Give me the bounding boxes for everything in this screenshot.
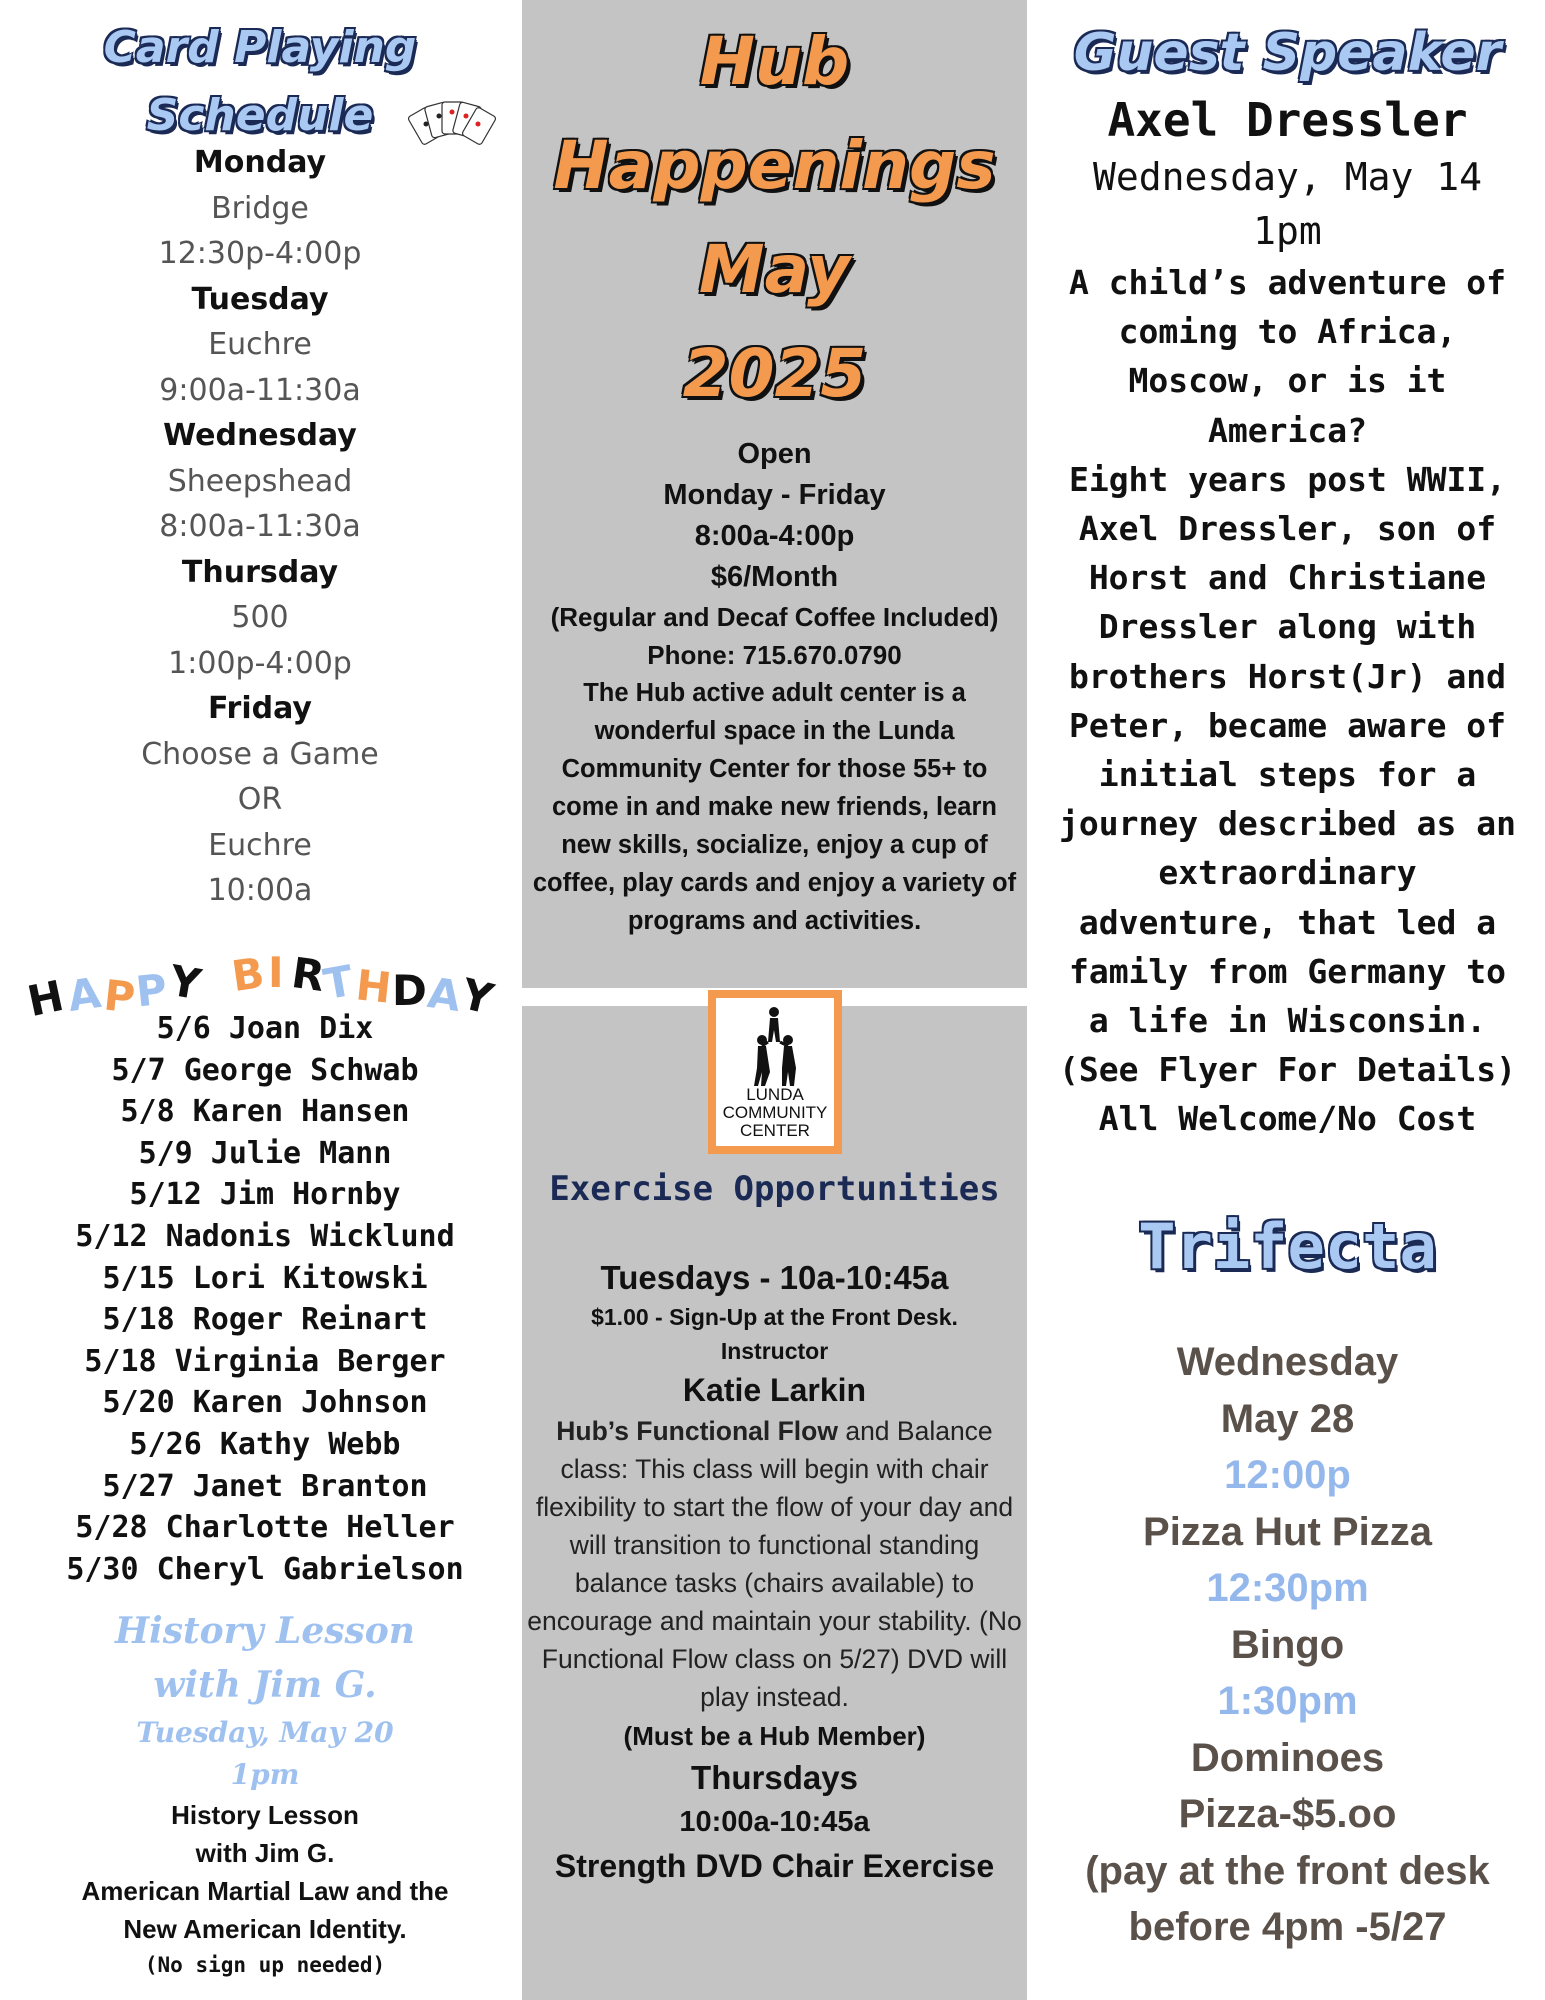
birthday-item: 5/7 George Schwab (111, 1052, 419, 1088)
tuesday-signup: $1.00 - Sign-Up at the Front Desk. (591, 1304, 958, 1330)
birthday-item: 5/20 Karen Johnson (102, 1385, 428, 1421)
schedule-time: 1:00p-4:00p (168, 645, 352, 681)
birthday-letter: A (64, 967, 104, 1022)
logo-line: COMMUNITY (722, 1103, 828, 1122)
birthday-letter: D (392, 966, 427, 1015)
class-name: Hub’s Functional Flow (556, 1416, 838, 1446)
birthday-letter: R (288, 947, 328, 1002)
logo-line: LUNDA (746, 1085, 804, 1104)
birthday-letter: P (101, 970, 138, 1023)
birthday-item: 5/30 Cheryl Gabrielson (66, 1551, 464, 1587)
birthday-letter: B (228, 948, 268, 1001)
trifecta-date: May 28 (1220, 1396, 1355, 1441)
history-time: 1pm (230, 1758, 300, 1791)
hub-info-panel (522, 0, 1027, 988)
tuesday-header: Tuesdays - 10a-10:45a (600, 1259, 949, 1296)
thursday-header: Thursdays (691, 1759, 858, 1796)
speaker-line: coming to Africa, (1118, 312, 1457, 352)
birthday-list (0, 1008, 530, 1590)
birthday-item: 5/15 Lori Kitowski (102, 1260, 428, 1296)
class-text: and Balance class: This class will begin with chair flexibility to start the flow of your day and will transition to functional standing balance tasks (chairs available) to encourage and maintain your stability. (No Functional Flow class on 5/27) DVD will play instead. (527, 1416, 1022, 1712)
schedule-game: Choose a Game (141, 736, 379, 772)
schedule-time: 10:00a (207, 873, 313, 908)
trifecta-time: 1:30pm (1217, 1679, 1358, 1723)
speaker-line: a life in Wisconsin. (1088, 1001, 1487, 1041)
schedule-game: OR (237, 782, 283, 817)
schedule-time: 8:00a-11:30a (159, 509, 361, 544)
hub-title (522, 10, 1027, 426)
speaker-line: America? (1208, 410, 1367, 450)
birthday-item: 5/12 Jim Hornby (129, 1177, 401, 1213)
speaker-line: family from Germany to (1068, 951, 1507, 991)
speaker-line: Moscow, or is it (1128, 361, 1447, 401)
schedule-time: 9:00a-11:30a (159, 372, 361, 408)
history-title: with Jim G. (153, 1664, 377, 1706)
history-note: (No sign up needed) (144, 1953, 386, 1977)
schedule-day: Thursday (181, 554, 339, 590)
speaker-line: initial steps for a (1098, 755, 1477, 795)
history-date: Tuesday, May 20 (136, 1716, 394, 1749)
birthday-item: 5/18 Roger Reinart (102, 1302, 428, 1338)
hub-details (522, 434, 1027, 940)
birthday-item: 5/8 Karen Hansen (120, 1094, 410, 1130)
instructor-name: Katie Larkin (682, 1372, 867, 1408)
dancers-icon (716, 1002, 834, 1090)
speaker-line: Axel Dressler, son of (1078, 509, 1497, 549)
thursday-time: 10:00a-10:45a (679, 1806, 870, 1838)
open-hours: 8:00a-4:00p (694, 520, 855, 552)
history-body: American Martial Law and the (81, 1876, 449, 1906)
birthday-item: 5/28 Charlotte Heller (75, 1510, 455, 1546)
trifecta-event: Pizza Hut Pizza (1143, 1509, 1432, 1554)
lunda-logo (708, 990, 842, 1154)
speaker-name: Axel Dressler (1107, 93, 1468, 147)
speaker-line: Peter, became aware of (1068, 705, 1507, 745)
birthday-letter: Y (165, 955, 205, 1010)
guest-speaker-title: Guest Speaker (1073, 23, 1502, 83)
price: $6/Month (710, 561, 839, 593)
trifecta-day: Wednesday (1176, 1340, 1399, 1384)
trifecta-note: before 4pm -5/27 (1128, 1905, 1447, 1949)
hub-title-line: Happenings (553, 127, 996, 204)
speaker-line: journey described as an (1059, 804, 1516, 844)
history-body: with Jim G. (195, 1838, 335, 1868)
trifecta-price: Pizza-$5.oo (1178, 1792, 1397, 1836)
schedule-game: Euchre (208, 827, 312, 863)
thursday-class: Strength DVD Chair Exercise (554, 1848, 995, 1884)
card-schedule-title: Card Playing Schedule (103, 22, 417, 141)
hub-title-line: May (698, 231, 851, 308)
history-lesson (0, 1604, 530, 1982)
speaker-line: (See Flyer For Details) (1059, 1050, 1516, 1090)
schedule-time: 12:30p-4:00p (158, 236, 362, 271)
history-title: History Lesson (115, 1610, 415, 1652)
phone: Phone: 715.670.0790 (647, 640, 902, 670)
coffee-note: (Regular and Decaf Coffee Included) (550, 602, 999, 632)
birthday-item: 5/6 Joan Dix (156, 1011, 374, 1046)
birthday-letter: H (23, 970, 68, 1027)
speaker-line: A child’s adventure of (1068, 263, 1507, 302)
schedule-day: Friday (207, 691, 312, 726)
speaker-line: Eight years post WWII, (1068, 459, 1507, 499)
instructor-label: Instructor (720, 1338, 829, 1364)
speaker-line: Dressler along with (1098, 607, 1477, 647)
speaker-line: Horst and Christiane (1088, 558, 1487, 598)
birthday-letter: A (424, 967, 464, 1022)
logo-text (716, 1086, 834, 1140)
guest-speaker-details (1030, 90, 1545, 1144)
birthday-item: 5/26 Kathy Webb (129, 1426, 401, 1462)
open-label: Open (737, 438, 812, 470)
birthday-item: 5/27 Janet Branton (102, 1468, 428, 1504)
birthday-letter: P (133, 964, 170, 1017)
hub-title-line: 2025 (682, 335, 867, 412)
trifecta-event: Bingo (1230, 1622, 1345, 1667)
speaker-time: 1pm (1253, 209, 1322, 253)
exercise-title: Exercise Opportunities (549, 1169, 1000, 1209)
exercise-details (522, 1256, 1027, 1888)
speaker-date: Wednesday, May 14 (1093, 155, 1482, 199)
left-column (0, 0, 520, 2000)
speaker-line: extraordinary (1158, 853, 1417, 893)
birthday-letter: I (268, 948, 284, 997)
right-column (1030, 0, 1545, 2000)
schedule-day: Monday (193, 145, 327, 180)
trifecta-time: 12:00p (1224, 1453, 1351, 1497)
schedule-game: Sheepshead (167, 463, 353, 499)
trifecta-title: Trifecta (1138, 1210, 1437, 1283)
birthday-letter: Y (456, 969, 498, 1024)
schedule-day: Wednesday (163, 418, 357, 453)
schedule-game: Euchre (208, 327, 312, 362)
hub-description: The Hub active adult center is a wonderful space in the Lunda Community Center for those 55+ to come in and make new friends, learn new skills, socialize, enjoy a cup of coffee, play cards and enjoy a variety of programs and activities. (532, 679, 1017, 935)
member-note: (Must be a Hub Member) (623, 1721, 926, 1751)
logo-line: CENTER (740, 1121, 810, 1140)
birthday-letter: H (353, 960, 394, 1013)
schedule-day: Tuesday (191, 281, 329, 317)
schedule-game: 500 (231, 600, 289, 635)
history-body: History Lesson (171, 1800, 359, 1830)
open-days: Monday - Friday (663, 479, 886, 511)
exercise-panel (522, 1006, 1027, 2000)
history-body: New American Identity. (123, 1914, 407, 1944)
hub-title-line: Hub (699, 23, 850, 100)
card-schedule (0, 140, 520, 914)
speaker-line: All Welcome/No Cost (1098, 1099, 1477, 1139)
speaker-line: adventure, that led a (1078, 902, 1497, 942)
speaker-line: brothers Horst(Jr) and (1068, 656, 1507, 696)
trifecta-event: Dominoes (1190, 1735, 1385, 1780)
birthday-item: 5/12 Nadonis Wicklund (75, 1218, 455, 1254)
birthday-letter: T (319, 955, 357, 1010)
birthday-item: 5/18 Virginia Berger (84, 1343, 446, 1379)
schedule-game: Bridge (211, 190, 309, 226)
trifecta-note: (pay at the front desk (1085, 1848, 1490, 1893)
class-description (522, 1412, 1027, 1716)
trifecta-time: 12:30pm (1206, 1566, 1369, 1610)
birthday-item: 5/9 Julie Mann (138, 1135, 392, 1171)
trifecta-details (1030, 1334, 1545, 1956)
